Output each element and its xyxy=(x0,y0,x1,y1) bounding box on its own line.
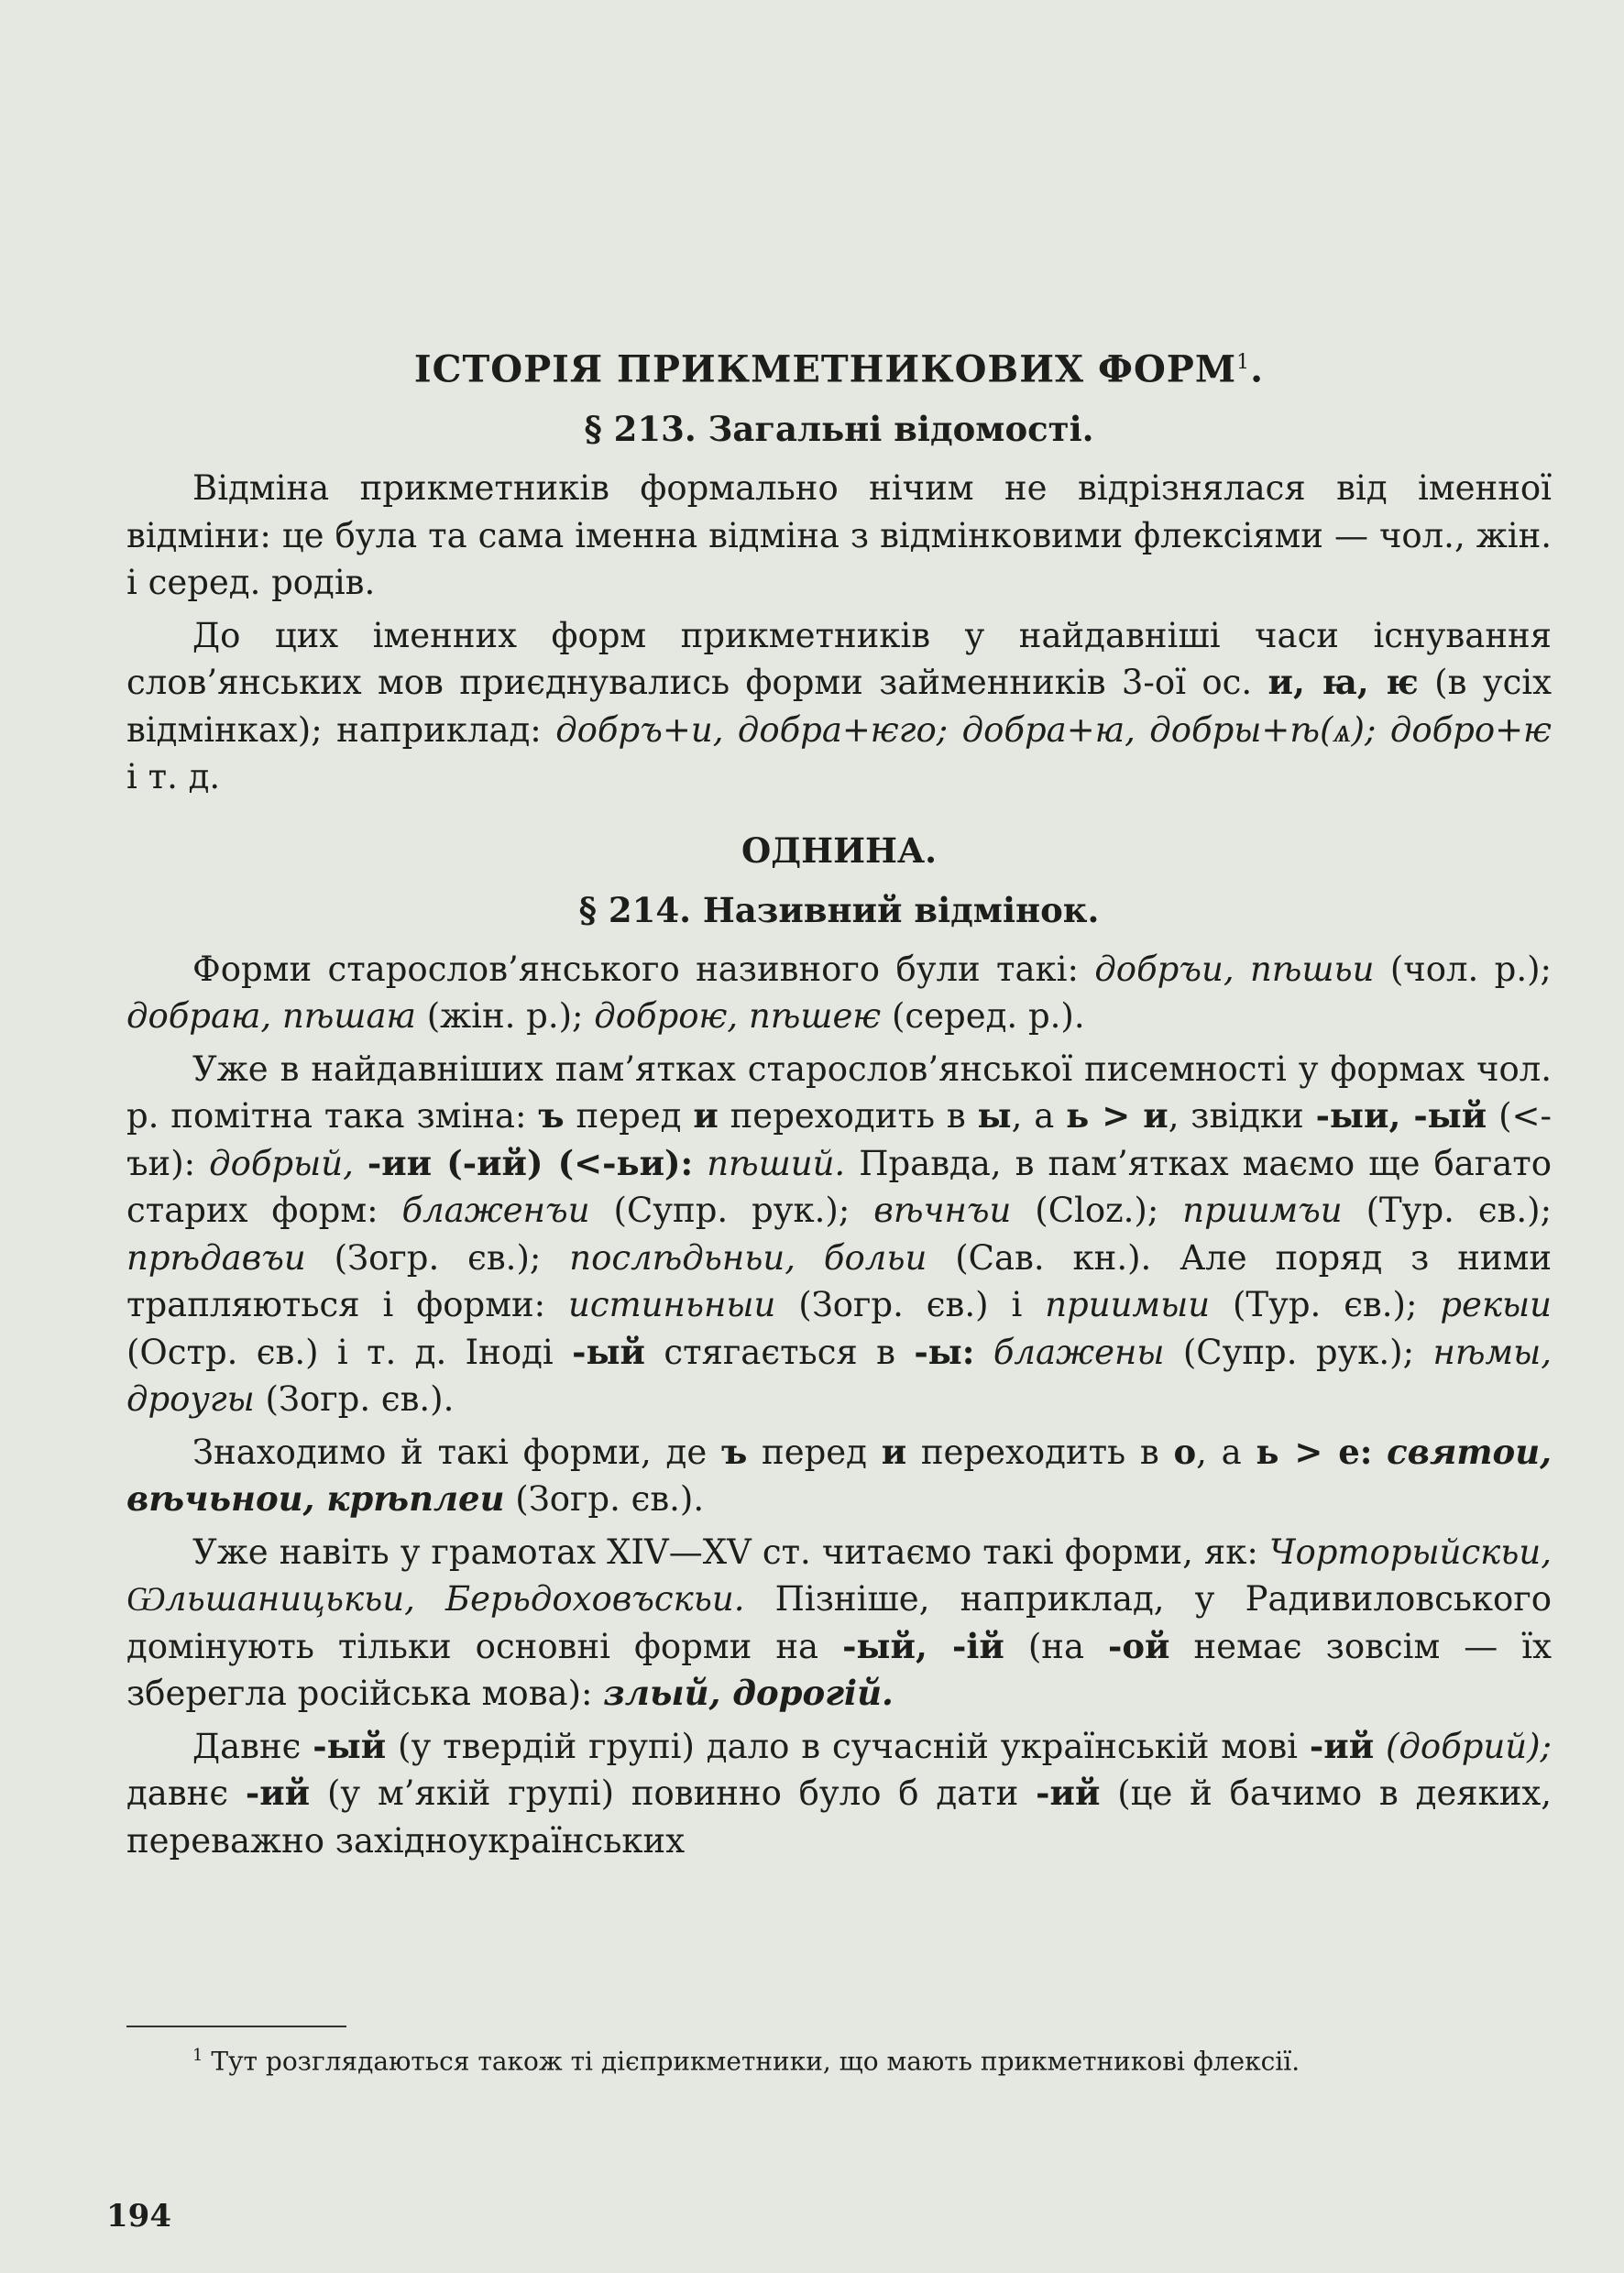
title-footnote-mark: 1 xyxy=(1236,351,1251,374)
section-214-heading: § 214. Називний відмінок. xyxy=(578,889,1100,930)
page-number: 194 xyxy=(106,2198,171,2235)
paragraph-4: Уже в найдавніших пам’ятках старослов’янської писемності у формах чол. р. помітна така зміна: ъ перед и переходить в ы, а ь > и, звідки -ыи, -ый (<-ъи): добрый, -ии (-ий) (<-ьи): пѣший. Правда, в пам’ятках маємо ще багато старих форм: блаженъи (Супр. рук.); вѣчнъи (Cloz.); приимъи (Тур. єв.); прѣдавъи (Зогр. єв.); послѣдьньи, больи (Сав. кн.). Але поряд з ними трапляються і форми: истиньныи (Зогр. єв.) і приимыи (Тур. єв.); рекыи (Остр. єв.) і т. д. Іноді -ый стягається в -ы: блажены (Супр. рук.); нѣмы, дроугы (Зогр. єв.). xyxy=(126,1049,1553,1420)
paragraph-7: Давнє -ый (у твердій групі) дало в сучасній українській мові -ий (добрий); давнє -ий (у м’якій групі) повинно було б дати -ий (це й бачимо в деяких, переважно західноукраїнських xyxy=(126,1725,1553,1861)
paragraph-6: Уже навіть у грамотах XIV—XV ст. читаємо такі форми, як: Чорторыйскьи, Ѡльшаницькьи, Берьдоховъскьи. Пізніше, наприклад, у Радивиловського домінують тільки основні форми на -ый, -ій (на -ой немає зовсім — їх зберегла російська мова): злый, дорогій. xyxy=(126,1532,1552,1714)
footnote-text: Тут розглядаються також ті дієприкметники, що мають прикметникові флексії. xyxy=(211,2046,1300,2077)
chapter-title: ІСТОРІЯ ПРИКМЕТНИКОВИХ ФОРМ$^1$. xyxy=(413,347,1265,391)
footnote xyxy=(126,2039,1552,2078)
footnote-divider xyxy=(126,2026,346,2027)
paragraph-1: Відміна прикметників формально нічим не відрізнялася від іменної відміни: це була та сама іменна відміна з відмінковими флексіями — чол., жін. і серед. родів. xyxy=(126,468,1552,603)
paragraph-5: Знаходимо й такі форми, де ъ перед и переходить в о, а ь > е: святои, вѣчьнои, крѣплеи (Зогр. єв.). xyxy=(126,1431,1553,1520)
singular-heading: ОДНИНА. xyxy=(741,829,938,871)
paragraph-2: До цих іменних форм прикметників у найдавніші часи існування слов’янських мов приєднувались форми займенників 3-ої ос. и, ꙗ, ѥ (в усіх відмінках); наприклад: добръ+и, добра+ѥго; добра+ꙗ, добры+ѣ(ѧ); добро+ѥ і т. д. xyxy=(126,615,1552,797)
section-213-heading: § 213. Загальні відомості. xyxy=(584,409,1094,450)
page-body xyxy=(126,339,1552,1870)
paragraph-3: Форми старослов’янського називного були такі: добръи, пѣшьи (чол. р.); добраꙗ, пѣшаꙗ (жін. р.); доброѥ, пѣшеѥ (серед. р.). xyxy=(126,949,1553,1037)
footnote-mark: 1 xyxy=(192,2046,203,2065)
